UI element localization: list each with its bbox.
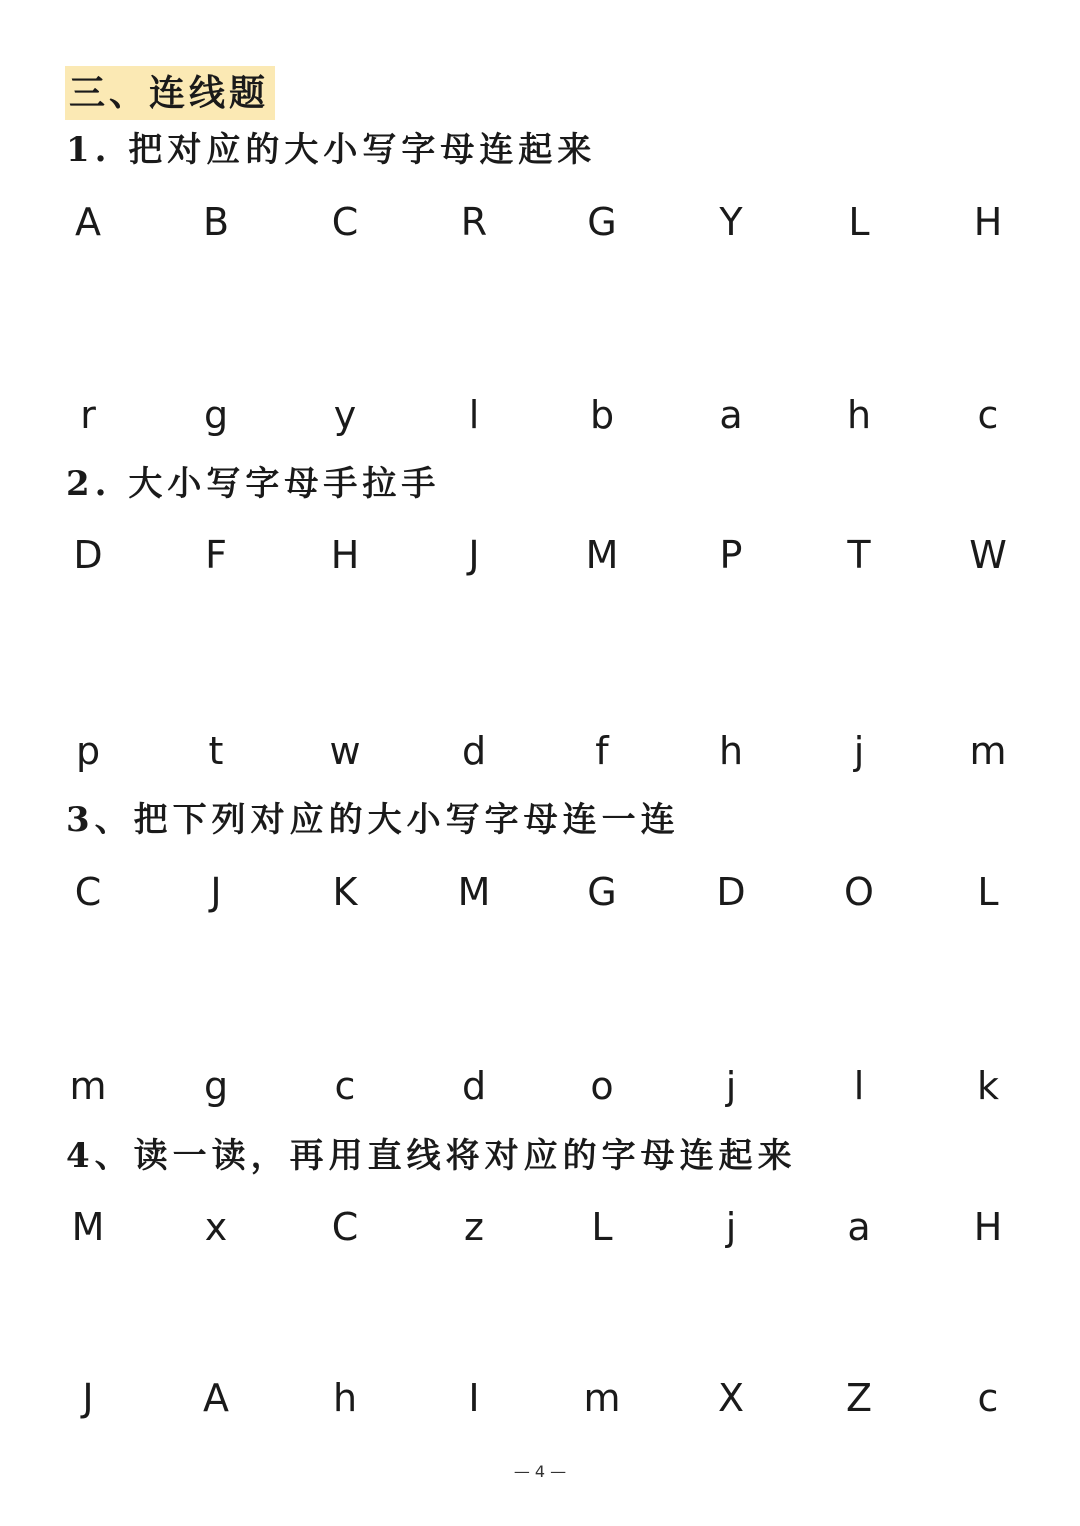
letter-item[interactable]: Z [845,1376,873,1420]
letter-item[interactable]: B [202,200,230,244]
letter-item[interactable]: b [589,393,615,437]
question-4-bottom-row [0,1368,1080,1428]
section-title: 三、连线题 [65,66,275,120]
letter-item[interactable]: C [331,1205,359,1249]
letter-item[interactable]: A [75,200,101,244]
letter-item[interactable]: L [591,1205,613,1249]
letter-item[interactable]: H [973,200,1003,244]
letter-item[interactable]: d [461,729,487,773]
letter-item[interactable]: z [464,1205,484,1249]
letter-item[interactable]: R [460,200,488,244]
letter-item[interactable]: h [332,1376,358,1420]
letter-item[interactable]: h [718,729,744,773]
question-4-top-row [0,1197,1080,1257]
letter-item[interactable]: l [853,1064,865,1108]
letter-item[interactable]: m [969,729,1007,773]
letter-item[interactable]: J [210,870,222,914]
letter-item[interactable]: y [333,393,357,437]
letter-item[interactable]: H [973,1205,1003,1249]
letter-item[interactable]: t [208,729,224,773]
question-2-heading: 2. 大小写字母手拉手 [66,464,441,504]
letter-item[interactable]: L [977,870,999,914]
letter-item[interactable]: f [595,729,609,773]
letter-item[interactable]: a [847,1205,871,1249]
question-1-lowercase-row [0,385,1080,445]
question-2-lowercase-row [0,721,1080,781]
question-3-lowercase-row [0,1056,1080,1116]
letter-item[interactable]: x [204,1205,228,1249]
letter-item[interactable]: M [585,533,619,577]
question-1-uppercase-row [0,192,1080,252]
letter-item[interactable]: w [329,729,361,773]
letter-item[interactable]: O [844,870,874,914]
letter-item[interactable]: G [587,200,617,244]
letter-item[interactable]: j [853,729,865,773]
letter-item[interactable]: p [75,729,101,773]
letter-item[interactable]: c [334,1064,356,1108]
question-4-heading: 4、读一读，再用直线将对应的字母连起来 [66,1136,797,1176]
letter-item[interactable]: C [74,870,102,914]
letter-item[interactable]: Y [719,200,743,244]
question-1-heading: 1. 把对应的大小写字母连起来 [66,130,597,170]
letter-item[interactable]: W [969,533,1007,577]
letter-item[interactable]: j [725,1205,737,1249]
letter-item[interactable]: X [717,1376,745,1420]
letter-item[interactable]: I [468,1376,480,1420]
letter-item[interactable]: o [590,1064,614,1108]
letter-item[interactable]: r [80,393,96,437]
letter-item[interactable]: k [976,1064,999,1108]
letter-item[interactable]: a [719,393,743,437]
letter-item[interactable]: D [73,533,103,577]
letter-item[interactable]: P [719,533,743,577]
letter-item[interactable]: F [205,533,227,577]
letter-item[interactable]: j [725,1064,737,1108]
letter-item[interactable]: T [847,533,871,577]
letter-item[interactable]: g [203,1064,229,1108]
question-3-uppercase-row [0,862,1080,922]
letter-item[interactable]: l [468,393,480,437]
letter-item[interactable]: c [977,393,999,437]
letter-item[interactable]: J [82,1376,94,1420]
letter-item[interactable]: J [468,533,480,577]
question-2-uppercase-row [0,525,1080,585]
letter-item[interactable]: K [332,870,358,914]
page-number: — 4 — [513,1462,567,1481]
letter-item[interactable]: H [330,533,360,577]
letter-item[interactable]: g [203,393,229,437]
letter-item[interactable]: m [69,1064,107,1108]
letter-item[interactable]: c [977,1376,999,1420]
letter-item[interactable]: M [457,870,491,914]
letter-item[interactable]: A [203,1376,229,1420]
question-3-heading: 3、把下列对应的大小写字母连一连 [66,800,680,840]
letter-item[interactable]: h [846,393,872,437]
letter-item[interactable]: D [716,870,746,914]
letter-item[interactable]: G [587,870,617,914]
letter-item[interactable]: m [583,1376,621,1420]
letter-item[interactable]: C [331,200,359,244]
letter-item[interactable]: L [848,200,870,244]
letter-item[interactable]: M [71,1205,105,1249]
letter-item[interactable]: d [461,1064,487,1108]
